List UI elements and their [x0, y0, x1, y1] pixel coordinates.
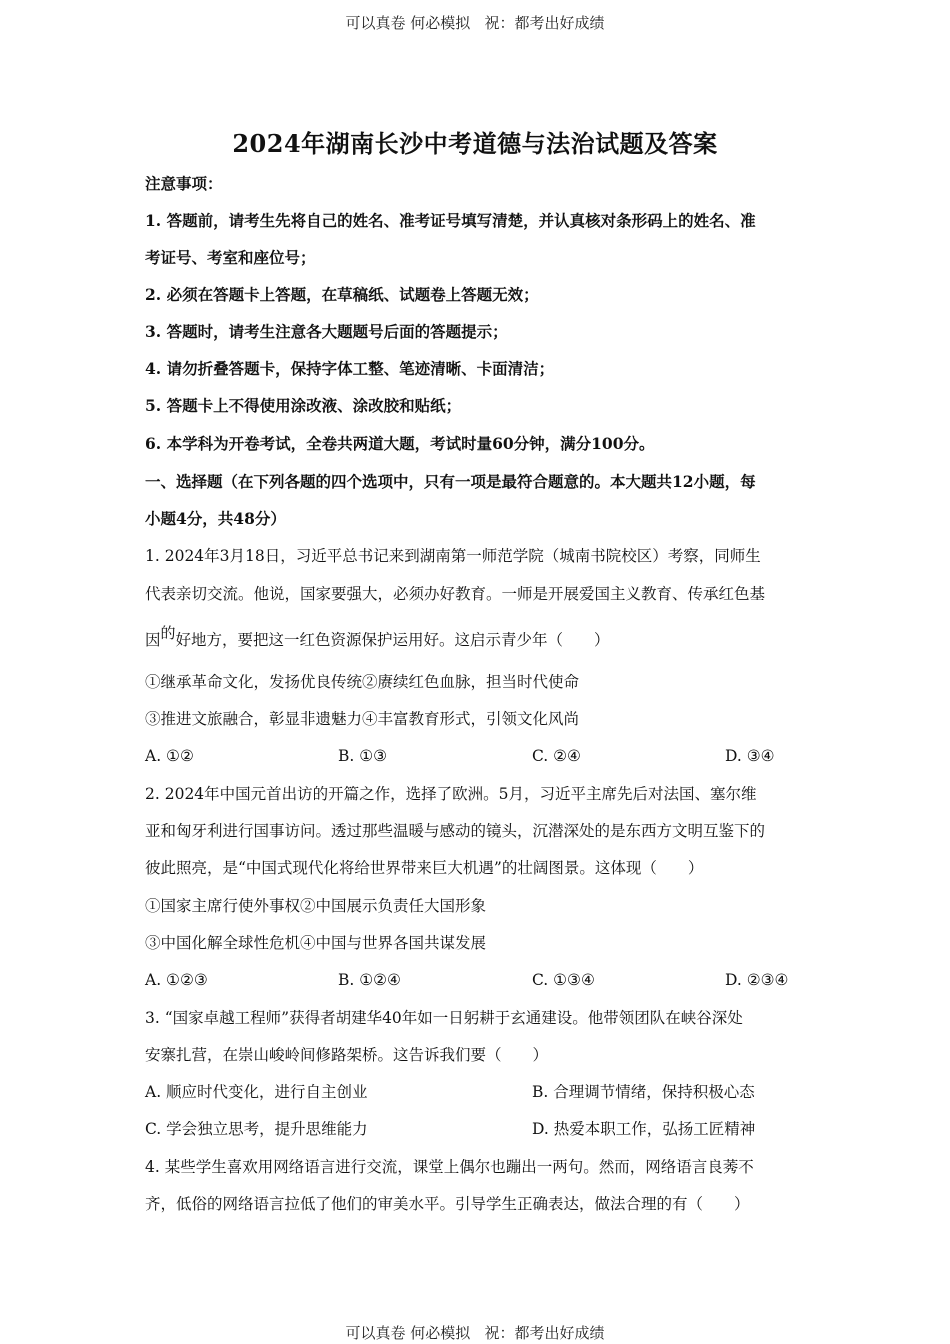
option-c: C. ②④ — [532, 747, 581, 765]
notice-line: 2. 必须在答题卡上答题，在草稿纸、试题卷上答题无效； — [145, 285, 539, 304]
question-4-line: 4. 某些学生喜欢用网络语言进行交流，课堂上偶尔也蹦出一两句。然而，网络语言良莠不 — [145, 1158, 754, 1176]
question-2-line: 亚和匈牙利进行国事访问。透过那些温暖与感动的镜头，沉潜深处的是东西方文明互鉴下的 — [145, 822, 766, 840]
document-title: 2024年湖南长沙中考道德与法治试题及答案 — [232, 129, 718, 158]
option-c: C. ①③④ — [532, 971, 595, 989]
page-footer: 可以真卷 何必模拟 祝：都考出好成绩 — [345, 1324, 605, 1342]
option-b: B. ①②④ — [338, 971, 401, 989]
option-d: D. ③④ — [725, 747, 775, 765]
question-1-statements: ③推进文旅融合，彰显非遗魅力④丰富教育形式，引领文化风尚 — [145, 710, 580, 728]
notice-line: 5. 答题卡上不得使用涂改液、涂改胶和贴纸； — [145, 396, 462, 415]
notice-line: 4. 请勿折叠答题卡，保持字体工整、笔迹清晰、卡面清洁； — [145, 359, 555, 378]
question-2-statements: ①国家主席行使外事权②中国展示负责任大国形象 — [145, 897, 487, 915]
notice-line: 考证号、考室和座位号； — [145, 248, 316, 267]
text-run: 好地方，要把这一红色资源保护运用好。这启示青少年（ ） — [175, 631, 610, 649]
raised-char: 的 — [160, 624, 176, 642]
question-1-line: 代表亲切交流。他说，国家要强大，必须办好教育。一师是开展爱国主义教育、传承红色基 — [145, 585, 766, 603]
option-c: C. 学会独立思考，提升思维能力 — [145, 1120, 368, 1138]
option-b: B. ①③ — [338, 747, 388, 765]
option-b: B. 合理调节情绪，保持积极心态 — [532, 1083, 755, 1101]
question-1-line: 1. 2024年3月18日，习近平总书记来到湖南第一师范学院（城南书院校区）考察，同师生 — [145, 547, 761, 565]
notice-heading: 注意事项： — [145, 174, 223, 193]
question-3-line: 安寨扎营，在崇山峻岭间修路架桥。这告诉我们要（ ） — [145, 1046, 549, 1064]
section-heading-cont: 小题4分，共48分） — [145, 509, 286, 528]
question-1-statements: ①继承革命文化，发扬优良传统②赓续红色血脉，担当时代使命 — [145, 673, 580, 691]
section-heading: 一、选择题（在下列各题的四个选项中，只有一项是最符合题意的。本大题共12小题，每 — [145, 472, 756, 491]
option-d: D. ②③④ — [725, 971, 789, 989]
question-4-line: 齐，低俗的网络语言拉低了他们的审美水平。引导学生正确表达，做法合理的有（ ） — [145, 1195, 750, 1213]
option-a: A. 顺应时代变化，进行自主创业 — [145, 1083, 368, 1101]
page-header: 可以真卷 何必模拟 祝：都考出好成绩 — [345, 14, 605, 32]
question-1-line-3 — [145, 624, 815, 650]
option-d: D. 热爱本职工作，弘扬工匠精神 — [532, 1120, 756, 1138]
notice-line: 3. 答题时，请考生注意各大题题号后面的答题提示； — [145, 322, 508, 341]
question-2-line: 2. 2024年中国元首出访的开篇之作，选择了欧洲。5月，习近平主席先后对法国、塞尔维 — [145, 785, 757, 803]
question-2-statements: ③中国化解全球性危机④中国与世界各国共谋发展 — [145, 934, 487, 952]
notice-line: 1. 答题前，请考生先将自己的姓名、准考证号填写清楚，并认真核对条形码上的姓名、准 — [145, 211, 756, 230]
option-a: A. ①②③ — [145, 971, 208, 989]
question-3-line: 3. “国家卓越工程师”获得者胡建华40年如一日躬耕于玄通建设。他带领团队在峡谷深处 — [145, 1009, 743, 1027]
option-a: A. ①② — [145, 747, 194, 765]
question-2-line: 彼此照亮，是“中国式现代化将给世界带来巨大机遇”的壮阔图景。这体现（ ） — [145, 859, 704, 877]
text-run: 因 — [145, 631, 161, 649]
notice-line: 6. 本学科为开卷考试，全卷共两道大题，考试时量60分钟，满分100分。 — [145, 434, 655, 453]
